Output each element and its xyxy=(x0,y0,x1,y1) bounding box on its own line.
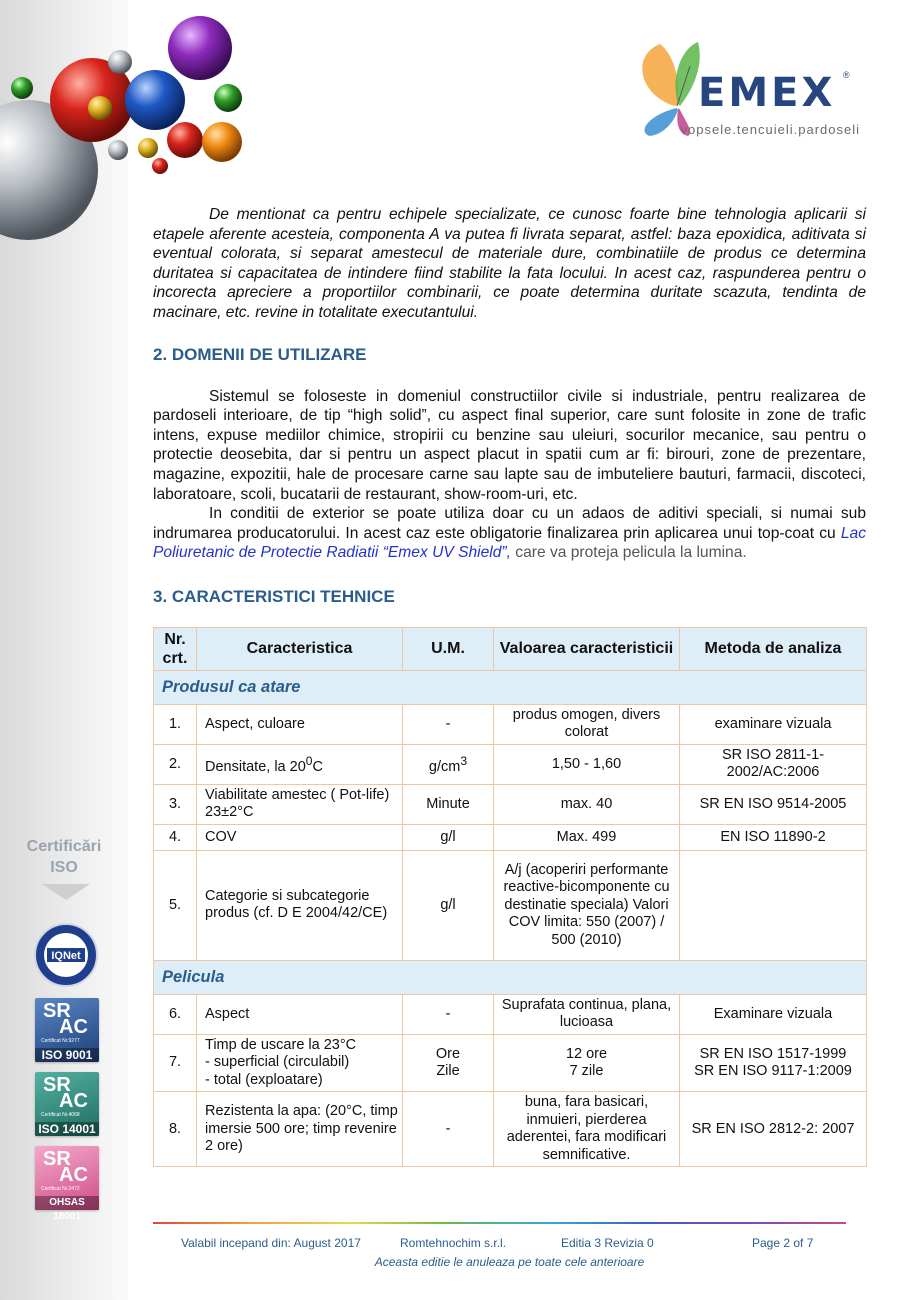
cell-characteristic: Rezistenta la apa: (20°C, timp imersie 500 ore; timp revenire 2 ore) xyxy=(197,1092,403,1167)
value-line: 7 zile xyxy=(569,1063,604,1080)
badge-label: OHSAS 18001 xyxy=(35,1196,99,1210)
section-2-paragraph-2 xyxy=(153,504,866,563)
characteristic-line: - total (exploatare) xyxy=(205,1071,323,1088)
cell-value: Max. 499 xyxy=(494,824,680,850)
header-value: Valoarea caracteristicii xyxy=(494,627,680,670)
badge-certificate-number: Certificat Nr.4068 xyxy=(41,1112,80,1118)
badge-label: ISO 14001 xyxy=(35,1122,99,1136)
table-row xyxy=(154,824,867,850)
cell-method: EN ISO 11890-2 xyxy=(680,824,867,850)
section-2-heading: 2. DOMENII DE UTILIZARE xyxy=(153,344,367,364)
iso-14001-badge xyxy=(35,1072,99,1136)
badge-label: ISO 9001 xyxy=(35,1048,99,1062)
cell-characteristic: Aspect xyxy=(197,994,403,1034)
logo-registered-mark: ® xyxy=(843,70,850,80)
table-row xyxy=(154,744,867,784)
badge-ac-text: AC xyxy=(59,1090,88,1112)
logo-wordmark: EMEX xyxy=(698,70,836,116)
iqnet-seal-icon xyxy=(33,922,99,988)
characteristic-line: Timp de uscare la 23°C xyxy=(205,1036,357,1053)
characteristic-text: Densitate, la 20 xyxy=(205,758,306,775)
method-line: SR EN ISO 9117-1:2009 xyxy=(694,1063,852,1080)
badge-sr-text: SR xyxy=(43,1074,71,1096)
uv-shield-link[interactable]: Lac Poliuretanic de Protectie Radiatii “Emex UV Shield”, xyxy=(153,524,866,562)
table-row xyxy=(154,1092,867,1167)
cell-method: SR EN ISO 9514-2005 xyxy=(680,784,867,824)
footer-page-number: Page 2 of 7 xyxy=(752,1236,814,1250)
cell-characteristic: Aspect, culoare xyxy=(197,704,403,744)
badge-sr-text: SR xyxy=(43,1000,71,1022)
method-line: SR EN ISO 1517-1999 xyxy=(699,1045,847,1062)
superscript-text: 0 xyxy=(305,753,313,768)
cell-value: max. 40 xyxy=(494,784,680,824)
header-method: Metoda de analiza xyxy=(680,627,867,670)
footer-valid-from: Valabil incepand din: August 2017 xyxy=(181,1236,361,1250)
logo-tagline: vopsele.tencuieli.pardoseli xyxy=(680,122,860,137)
header-characteristic: Caracteristica xyxy=(197,627,403,670)
header-um: U.M. xyxy=(403,627,494,670)
footer-company: Romtehnochim s.r.l. xyxy=(400,1236,507,1250)
intro-paragraph: De mentionat ca pentru echipele specializate, ce cunosc foarte bine tehnologia aplicarii si etapele aferente acesteia, componenta A va putea fi livrata separat, astfel: baza epoxidica, aditivata si eventual colorata, si separat amestecul de materiale dure, combinatiile de produs ce determina duritatea si capacitatea de intindere fiind stabilite la fata locului. In acest caz, raspunderea pentru o incorecta apreciere a proportiilor combinarii, ce poate determina duritate scazuta, tendinta de macinare, etc. revine in totalitate executantului. xyxy=(153,206,866,321)
cell-characteristic: Categorie si subcategorie produs (cf. D E 2004/42/CE) xyxy=(197,850,403,960)
cell-value: A/j (acoperiri performante reactive-bicomponente cu destinatie speciala) Valori COV limita: 550 (2007) / 500 (2010) xyxy=(494,850,680,960)
cell-um: g/l xyxy=(403,850,494,960)
footer-rainbow-divider xyxy=(153,1222,846,1224)
section-3-heading: 3. CARACTERISTICI TEHNICE xyxy=(153,586,395,606)
cell-um xyxy=(403,1034,494,1092)
header-nr: Nr. crt. xyxy=(154,627,197,670)
value-line: 12 ore xyxy=(565,1045,608,1062)
characteristic-unit-text: C xyxy=(312,758,323,775)
footer-note: Aceasta editie le anuleaza pe toate cele anterioare xyxy=(374,1255,645,1269)
badge-sr-text: SR xyxy=(43,1148,71,1170)
um-line: Ore xyxy=(435,1045,461,1062)
cell-um: - xyxy=(403,1092,494,1167)
cell-method: SR EN ISO 2812-2: 2007 xyxy=(680,1092,867,1167)
table-row xyxy=(154,994,867,1034)
cell-method xyxy=(680,850,867,960)
iqnet-text: IQNet xyxy=(51,950,81,962)
cell-nr: 2. xyxy=(154,744,197,784)
cell-characteristic: COV xyxy=(197,824,403,850)
cell-um: g/l xyxy=(403,824,494,850)
um-text: g/cm xyxy=(428,758,461,775)
footer-edition: Editia 3 Revizia 0 xyxy=(561,1236,654,1250)
cell-method xyxy=(680,1034,867,1092)
cell-um: - xyxy=(403,704,494,744)
ohsas-18001-badge xyxy=(35,1146,99,1222)
cell-nr: 5. xyxy=(154,850,197,960)
cell-value: produs omogen, divers colorat xyxy=(494,704,680,744)
table-section-row xyxy=(154,960,867,994)
main-content xyxy=(153,205,866,1167)
table-row xyxy=(154,704,867,744)
badge-certificate-number: Certificat Nr.9277 xyxy=(41,1038,80,1044)
cell-method: SR ISO 2811-1-2002/AC:2006 xyxy=(680,744,867,784)
cell-method: Examinare vizuala xyxy=(680,994,867,1034)
certifications-title: Certificări ISO xyxy=(26,838,102,876)
decorative-spheres-image xyxy=(0,0,260,240)
badge-ac-text: AC xyxy=(59,1164,88,1186)
table-row xyxy=(154,850,867,960)
table-header-row xyxy=(154,627,867,670)
cell-characteristic xyxy=(197,1034,403,1092)
superscript-text: 3 xyxy=(460,753,468,768)
section-film-label: Pelicula xyxy=(154,960,867,994)
table-row xyxy=(154,784,867,824)
table-section-row xyxy=(154,670,867,704)
badge-ac-text: AC xyxy=(59,1016,88,1038)
cell-nr: 6. xyxy=(154,994,197,1034)
badge-certificate-number: Certificat Nr.2472 xyxy=(41,1186,80,1192)
cell-nr: 1. xyxy=(154,704,197,744)
table-row xyxy=(154,1034,867,1092)
cell-nr: 8. xyxy=(154,1092,197,1167)
cell-value: buna, fara basicari, inmuieri, pierderea aderentei, fara modificari semnificative. xyxy=(494,1092,680,1167)
um-line: Zile xyxy=(436,1063,460,1080)
cell-um xyxy=(403,744,494,784)
cell-value: 1,50 - 1,60 xyxy=(494,744,680,784)
cell-value: Suprafata continua, plana, lucioasa xyxy=(494,994,680,1034)
paragraph-2-text: In conditii de exterior se poate utiliza doar cu un adaos de aditivi speciali, si numai sub indrumarea producatorului. In acest caz este obligatorie finalizarea prin aplicarea unui top-coat cu xyxy=(153,505,866,542)
cell-nr: 4. xyxy=(154,824,197,850)
paragraph-2-end-text: care va proteja pelicula la lumina. xyxy=(510,544,747,562)
down-arrow-icon xyxy=(42,884,90,900)
cell-characteristic xyxy=(197,744,403,784)
section-product-label: Produsul ca atare xyxy=(154,670,867,704)
cell-characteristic: Viabilitate amestec ( Pot-life) 23±2°C xyxy=(197,784,403,824)
cell-nr: 7. xyxy=(154,1034,197,1092)
cell-nr: 3. xyxy=(154,784,197,824)
cell-method: examinare vizuala xyxy=(680,704,867,744)
technical-characteristics-table xyxy=(153,627,867,1168)
cell-um: Minute xyxy=(403,784,494,824)
iso-9001-badge xyxy=(35,998,99,1062)
cell-value xyxy=(494,1034,680,1092)
characteristic-line: - superficial (circulabil) xyxy=(205,1054,350,1071)
section-2-paragraph-1: Sistemul se foloseste in domeniul constructiilor civile si industriale, pentru realizarea de pardoseli interioare, de tip “high solid”, cu aspect final superior, care sunt folosite in zone de trafic intens, expuse mediilor chimice, stropirii cu benzine sau uleiuri, socurilor mecanice, sau pentru o protectie deosebita, dar si pentru un aspect placut in spatii cum ar fi: birouri, zone de prezentare, magazine, expozitii, hale de procesare carne sau lapte sau de imbuteliere bauturi, farmacii, discoteci, laboratoare, scoli, bucatarii de restaurant, show-room-uri, etc. xyxy=(153,387,866,503)
cell-um: - xyxy=(403,994,494,1034)
